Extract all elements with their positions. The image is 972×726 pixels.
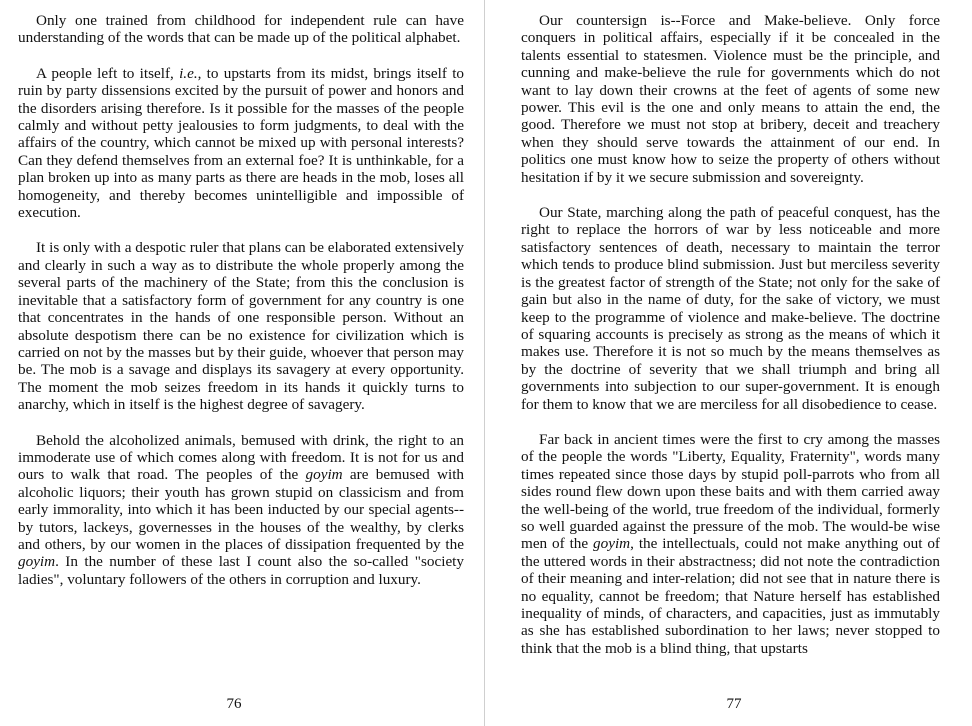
page-number: 76 [226, 696, 242, 712]
italic-text: goyim [305, 466, 343, 484]
paragraph: Only one trained from childhood for independent rule can have understanding of the words that can be made up of the political alphabet. [18, 12, 464, 47]
left-page-text [18, 12, 464, 588]
right-page [485, 0, 972, 726]
text-run: , to upstarts from its midst, brings itself to ruin by party dissensions excited by the pursuit of power and honors and the disorders arising therefore. Is it possible for the masses of the people calmly and without petty jealousies to form judgments, to deal with the affairs of the country, which cannot be mixed up with personal interests? Can they defend themselves from an external foe? It is unthinkable, for a plan broken up into as many parts as there are heads in the mob, loses all homogeneity, and thereby becomes unintelligible and impossible of execution. [18, 64, 465, 222]
paragraph: Our State, marching along the path of peaceful conquest, has the right to replace the horrors of war by less noticeable and more satisfactory sentences of death, necessary to maintain the terror which tends to produce blind submission. Just but merciless severity is the greatest factor of strength of the State; not only for the sake of gain but also in the name of duty, for the sake of victory, we must keep to the programme of violence and make-believe. The doctrine of squaring accounts is precisely as strong as the means of which it makes use. Therefore it is not so much by the means themselves as by the doctrine of severity that we shall triumph and bring all governments into subjection to our super-government. It is enough for them to know that we are merciless for all disobedience to cease. [521, 204, 940, 413]
paragraph [18, 65, 464, 222]
italic-text: goyim [18, 553, 56, 571]
paragraph: Our countersign is--Force and Make-believe. Only force conquers in political affairs, especially if it be concealed in the talents essential to statesmen. Violence must be the principle, and cunning and make-believe the rule for governments which do not want to lay down their crowns at the feet of agents of some new power. This evil is the one and only means to attain the end, the good. Therefore we must not stop at bribery, deceit and treachery when they should serve towards the attainment of our end. In politics one must know how to seize the property of others without hesitation if by it we secure submission and sovereignty. [521, 12, 940, 186]
paragraph [18, 432, 464, 589]
text-run: are bemused with alcoholic liquors; their youth has grown stupid on classicism and from early immorality, into which it has been inducted by our special agents--by tutors, lackeys, governesses in the houses of the wealthy, by clerks and others, by our women in the places of dissipation frequented by the [18, 466, 465, 553]
right-page-text [521, 12, 940, 657]
paragraph [521, 431, 940, 657]
italic-text: goyim [593, 535, 631, 553]
text-run: . In the number of these last I count also the so-called "society ladies", voluntary followers of the others in corruption and luxury. [18, 553, 464, 588]
left-page [0, 0, 484, 726]
page-number: 77 [726, 696, 742, 712]
italic-text: i.e. [179, 64, 198, 82]
paragraph: It is only with a despotic ruler that plans can be elaborated extensively and clearly in such a way as to distribute the whole properly among the several parts of the machinery of the State; from this the conclusion is inevitable that a satisfactory form of government for any country is one that concentrates in the hands of one responsible person. Without an absolute despotism there can be no existence for civilization which is carried on not by the masses but by their guide, whoever that person may be. The mob is a savage and displays its savagery at every opportunity. The moment the mob seizes freedom in its hands it quickly turns to anarchy, which in itself is the highest degree of savagery. [18, 239, 464, 414]
text-run: , the intellectuals, could not make anything out of the uttered words in their abstractness; did not note the contradiction of their meaning and inter-relation; did not see that in nature there is no equality, cannot be freedom; that Nature herself has established inequality of minds, of characters, and capacities, just as immutably as she has established subordination to her laws; never stopped to think that the mob is a blind thing, that upstarts [521, 535, 940, 657]
text-run: A people left to itself, [36, 64, 180, 82]
text-run: Behold the alcoholized animals, bemused with drink, the right to an immoderate use of which comes along with freedom. It is not for us and ours to walk that road. The peoples of the [18, 431, 464, 484]
text-run: Far back in ancient times were the first to cry among the masses of the people the words "Liberty, Equality, Fraternity", words many times repeated since those days by stupid poll-parrots who from all sides round flew down upon these baits and with them carried away the well-being of the world, true freedom of the individual, formerly so well guarded against the pressure of the mob. The would-be wise men of the [521, 430, 940, 553]
